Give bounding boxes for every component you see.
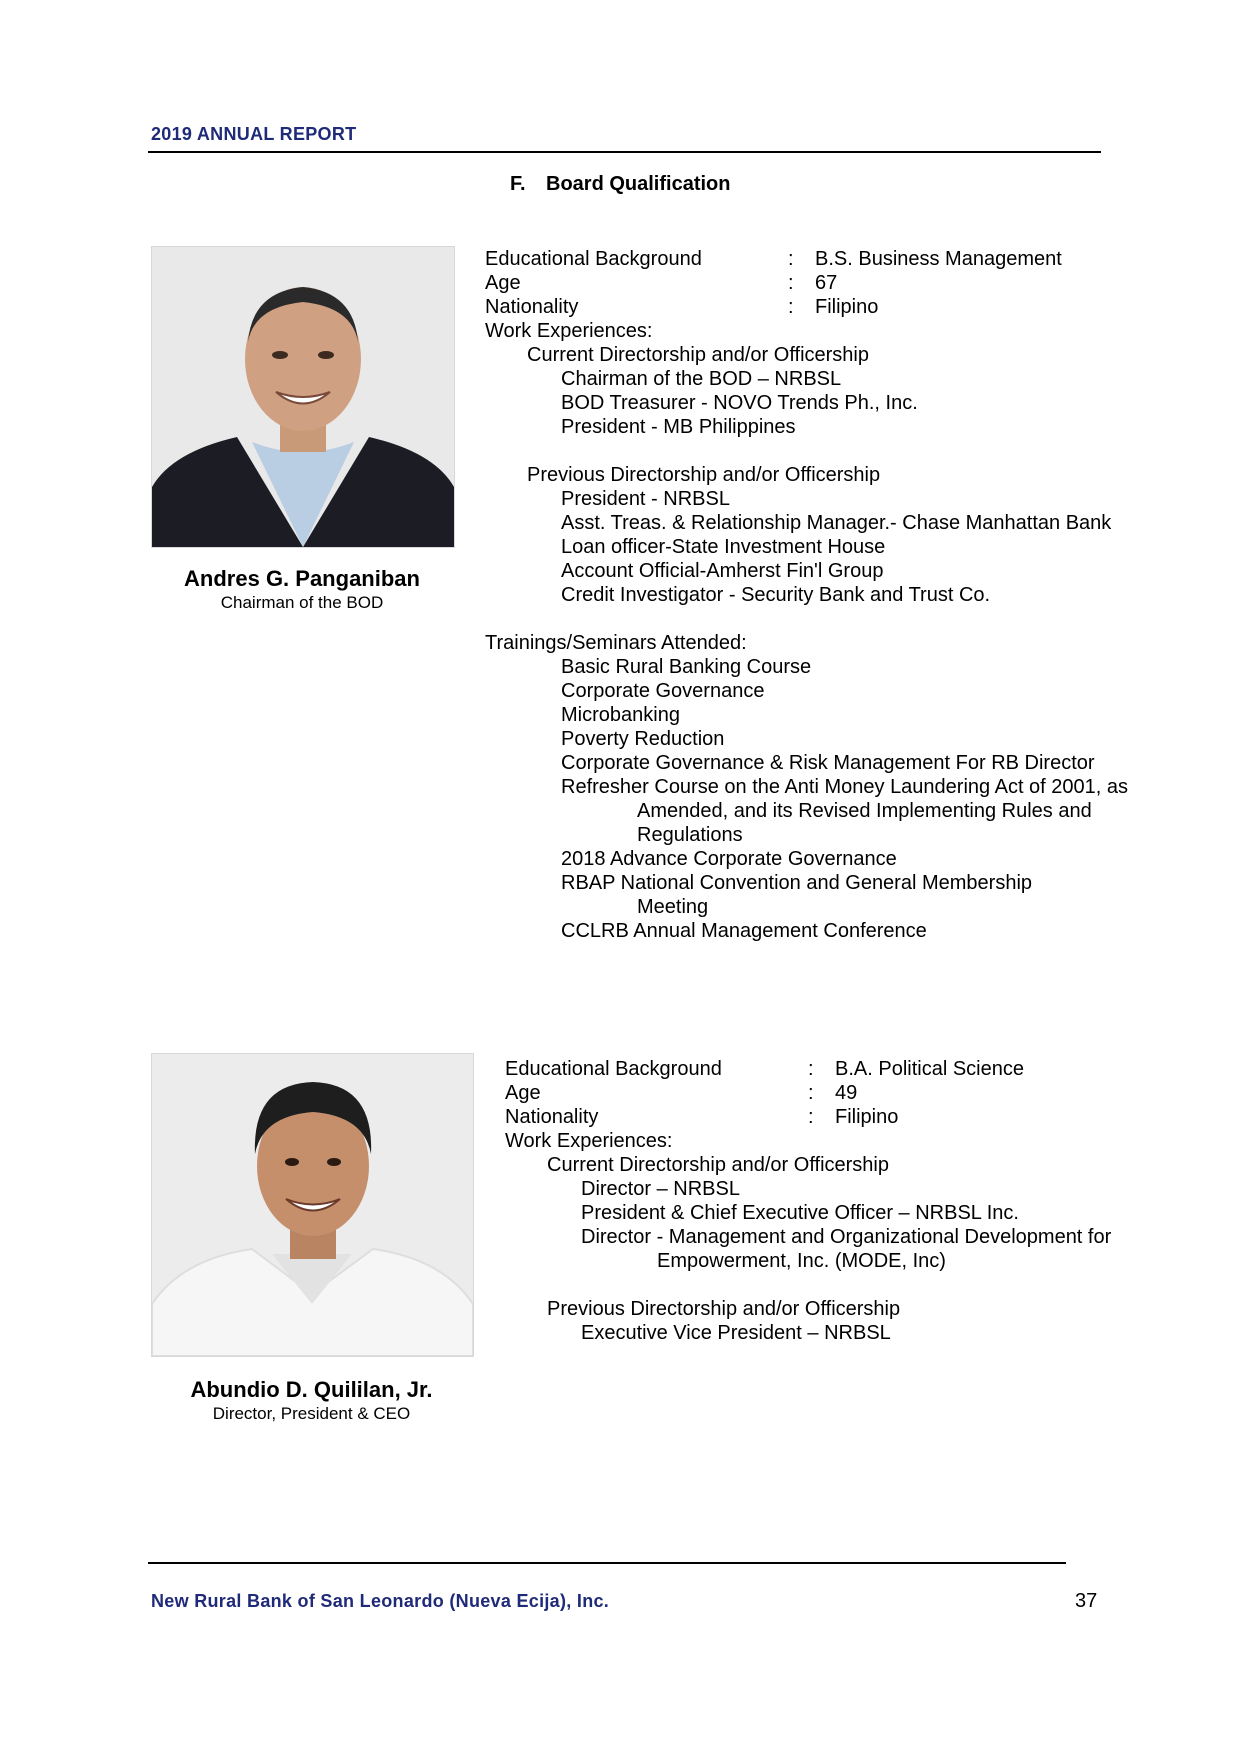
- current-officership-label: Current Directorship and/or Officership: [527, 344, 869, 366]
- list-item-continuation: Empowerment, Inc. (MODE, Inc): [657, 1250, 946, 1272]
- member-2-qualifications: [505, 1057, 1185, 1345]
- fact-education: Educational Background : B.S. Business Management: [485, 248, 1062, 270]
- fact-education: Educational Background : B.A. Political Science: [505, 1058, 1024, 1080]
- section-number: F.: [510, 173, 526, 195]
- list-item: President & Chief Executive Officer – NRBSL Inc.: [581, 1202, 1019, 1224]
- list-item: Loan officer-State Investment House: [561, 536, 886, 558]
- list-item: President - NRBSL: [561, 488, 730, 510]
- previous-officership-label: Previous Directorship and/or Officership: [547, 1298, 901, 1320]
- work-experiences-label: Work Experiences:: [505, 1130, 673, 1152]
- trainings-label: Trainings/Seminars Attended:: [485, 632, 747, 654]
- list-item: Corporate Governance & Risk Management For RB Director: [561, 752, 1095, 774]
- list-item: Poverty Reduction: [561, 728, 725, 750]
- list-item-continuation: Amended, and its Revised Implementing Rules and: [637, 800, 1092, 822]
- fact-nationality: Nationality : Filipino: [505, 1106, 899, 1128]
- list-item: Refresher Course on the Anti Money Laundering Act of 2001, as: [561, 776, 1129, 798]
- page-number: 37: [1075, 1590, 1098, 1612]
- list-item: RBAP National Convention and General Membership: [561, 872, 1033, 894]
- section-title: [510, 173, 730, 196]
- list-item: Director - Management and Organizational Development for: [581, 1226, 1112, 1248]
- list-item: President - MB Philippines: [561, 416, 796, 438]
- member-1-position: Chairman of the BOD: [220, 593, 384, 612]
- list-item: Executive Vice President – NRBSL: [581, 1322, 891, 1344]
- list-item: Corporate Governance: [561, 680, 765, 702]
- list-item: CCLRB Annual Management Conference: [561, 920, 927, 942]
- current-officership-label: Current Directorship and/or Officership: [547, 1154, 889, 1176]
- footer-bank-name: New Rural Bank of San Leonardo (Nueva Ecija), Inc.: [151, 1591, 610, 1611]
- member-1-name: Andres G. Panganiban: [184, 566, 420, 591]
- member-2-name: Abundio D. Quililan, Jr.: [190, 1377, 433, 1402]
- list-item: Chairman of the BOD – NRBSL: [561, 368, 842, 390]
- list-item-continuation: Regulations: [637, 824, 743, 846]
- fact-nationality: Nationality : Filipino: [485, 296, 879, 318]
- member-2-position: Director, President & CEO: [212, 1404, 411, 1423]
- section-title-text: Board Qualification: [546, 173, 731, 195]
- fact-age: Age : 49: [505, 1082, 858, 1104]
- list-item: Credit Investigator - Security Bank and Trust Co.: [561, 584, 991, 606]
- footer-rule: [148, 1562, 1066, 1564]
- member-2-photo: [151, 1053, 474, 1357]
- list-item-continuation: Meeting: [637, 896, 709, 918]
- list-item: Account Official-Amherst Fin'l Group: [561, 560, 884, 582]
- list-item: Director – NRBSL: [581, 1178, 740, 1200]
- report-header-title: 2019 ANNUAL REPORT: [151, 124, 357, 144]
- work-experiences-label: Work Experiences:: [485, 320, 653, 342]
- list-item: BOD Treasurer - NOVO Trends Ph., Inc.: [561, 392, 918, 414]
- header-rule: [148, 151, 1101, 153]
- member-1-qualifications: [485, 247, 1185, 943]
- list-item: Microbanking: [561, 704, 680, 726]
- list-item: 2018 Advance Corporate Governance: [561, 848, 897, 870]
- previous-officership-label: Previous Directorship and/or Officership: [527, 464, 881, 486]
- list-item: Asst. Treas. & Relationship Manager.- Chase Manhattan Bank: [561, 512, 1112, 534]
- fact-age: Age : 67: [485, 272, 838, 294]
- list-item: Basic Rural Banking Course: [561, 656, 812, 678]
- member-1-photo: [151, 246, 455, 548]
